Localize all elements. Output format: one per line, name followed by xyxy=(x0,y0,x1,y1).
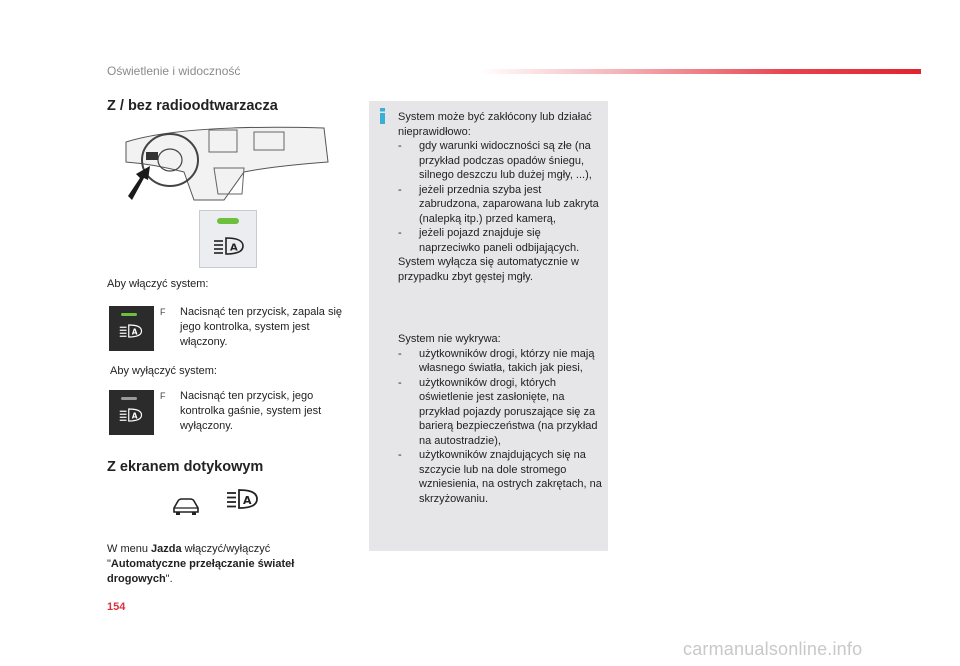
option-close: ". xyxy=(165,573,173,585)
header-accent-line xyxy=(480,69,921,74)
watermark: carmanualsonline.info xyxy=(683,639,863,659)
info-list-item: - jeżeli pojazd znajduje się naprzeciwko paneli odbijających. xyxy=(398,227,580,254)
info-list-item: - użytkowników drogi, którzy nie mają własnego światła, takich jak piesi, xyxy=(398,347,595,374)
info-outro: System wyłącza się automatycznie w przypadku zbyt gęstej mgły. xyxy=(398,256,579,283)
bullet-marker: F xyxy=(160,307,166,317)
info-icon xyxy=(379,108,387,124)
svg-text:A: A xyxy=(131,411,138,421)
turn-on-label: Aby włączyć system: xyxy=(107,278,209,290)
menu-mid: włączyć/wyłączyć xyxy=(181,543,271,555)
instruction-text: Nacisnąć ten przycisk, zapala się jego kontrolka, system jest włączony. xyxy=(180,306,343,348)
auto-high-beam-icon xyxy=(226,489,258,509)
menu-name: Jazda xyxy=(151,543,182,555)
heading-touchscreen: Z ekranem dotykowym xyxy=(107,459,264,475)
instruction-text: Nacisnąć ten przycisk, jego kontrolka gaśnie, system jest wyłączony. xyxy=(180,390,322,432)
auto-high-beam-button-illustration xyxy=(199,210,257,268)
svg-text:A: A xyxy=(131,327,138,337)
indicator-led-on xyxy=(121,313,137,316)
car-icon xyxy=(171,496,201,516)
heading-radio: Z / bez radioodtwarzacza xyxy=(107,98,278,114)
button-on-state xyxy=(109,306,154,351)
menu-prefix: W menu xyxy=(107,543,152,555)
indicator-led xyxy=(217,218,239,224)
dashboard-illustration xyxy=(124,122,330,204)
auto-high-beam-icon xyxy=(213,237,245,255)
section-title: Oświetlenie i widoczność xyxy=(107,64,241,78)
svg-text:A: A xyxy=(230,242,238,254)
auto-high-beam-icon xyxy=(119,408,143,422)
info-list-item: - użytkowników drogi, których oświetlenie jest zasłonięte, na przykład pojazdy poruszające się za barierą bezpieczeństwa (na przykład na autostradzie), xyxy=(398,376,598,447)
indicator-led-off xyxy=(121,397,137,400)
page-number: 154 xyxy=(107,601,126,613)
info-paragraph-2 xyxy=(398,332,603,506)
svg-text:A: A xyxy=(243,494,252,507)
info-list-item: - gdy warunki widoczności są złe (na przykład podczas opadów śniegu, silnego deszczu lub dużej mgły, ...), xyxy=(398,140,592,181)
option-name: Automatyczne przełączanie świateł drogowych xyxy=(107,558,295,585)
info-list-item: - jeżeli przednia szyba jest zabrudzona, zaparowana lub zakryta (nalepką itp.) przed kamerą, xyxy=(398,183,599,225)
info-list-item: - użytkowników znajdujących się na szczycie lub na dole stromego wzniesienia, na ostrych zakrętach, na skrzyżowaniu. xyxy=(398,449,602,505)
info-paragraph-1 xyxy=(398,110,603,284)
auto-high-beam-icon xyxy=(119,324,143,338)
info-intro-2: System nie wykrywa: xyxy=(398,333,501,345)
button-off-state xyxy=(109,390,154,435)
turn-off-label: Aby wyłączyć system: xyxy=(110,365,217,377)
bullet-marker: F xyxy=(160,391,166,401)
touchscreen-instruction xyxy=(107,542,337,587)
info-intro: System może być zakłócony lub działać nieprawidłowo: xyxy=(398,111,592,138)
option-open-quote: " xyxy=(107,558,111,570)
